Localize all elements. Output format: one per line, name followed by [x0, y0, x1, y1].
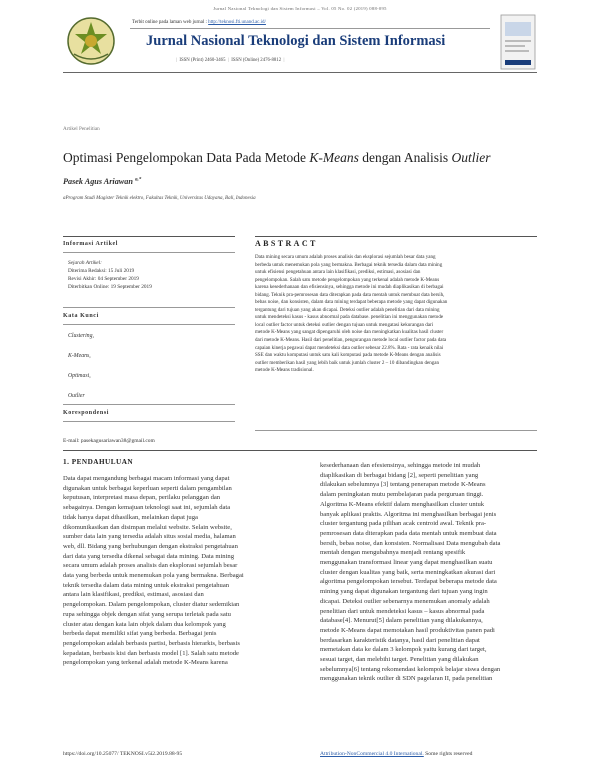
- journal-url-link[interactable]: http://teknosi.fti.unand.ac.id/: [208, 20, 266, 25]
- body-column-left: [63, 474, 275, 668]
- keywords-heading: Kata Kunci: [63, 313, 99, 319]
- body-left-line: rupa sehingga objek dengan sifat yang serupa terletak pada satu: [63, 610, 231, 618]
- body-right-line: kesederhanaan dan efesiensinya, sehingga metode ini mudah: [320, 462, 481, 469]
- info-rule: [63, 252, 235, 253]
- body-right-line: banyak aplikasi praktis. Algoritma ini menghasilkan berbagai jenis: [320, 510, 497, 518]
- body-right-line: database[4]. Menurut[5] dalam penelitian yang dilakukannya,: [320, 617, 483, 625]
- body-right-line: memetakan data ke dalam 3 kelompok yaitu kurang dari target,: [320, 646, 487, 654]
- body-right-line: dicapai. Deteksi outlier sebenarnya menemukan anomaly adalah: [320, 597, 490, 605]
- keywords-rule: [63, 324, 235, 325]
- abstract-line: capaian kinerja pegawai dapat mendeteksi data outlier sebesar 22.8%. Rata - rata kenaik nilai: [255, 344, 444, 351]
- keyword-4: Outlier: [68, 393, 85, 399]
- abstract-line: berbeda untuk menemukan pola yang bermakna. Berbagai teknik tersedia dalam data mining: [255, 261, 443, 268]
- keywords-top-rule: [63, 307, 235, 308]
- body-right-line: sebelumnya[6] tentang rekomendasi kelompok belajar siswa dengan: [320, 665, 501, 673]
- abstract-heading: ABSTRACT: [255, 239, 318, 248]
- body-left-line: tidak hanya dapat dihasilkan, melainkan dapat juga: [63, 513, 198, 521]
- history-published: Diterbitkan Online: 19 September 2019: [68, 284, 152, 290]
- body-right-line: mentah dengan mengubahnya menjadi rentang spesifik: [320, 549, 466, 557]
- body-right-line: metode K-Means dapat memotakan hasil produktivitas panen padi: [320, 626, 495, 634]
- body-left-line: pengelompokan adalah berbasis partisi, berbasis hierarkis, berbasis: [63, 639, 240, 647]
- body-right-line: cluster dengan kualitas yang baik, serta meningkatkan akurasi dari: [320, 568, 496, 576]
- body-right-line: berdasarkan karakteristik datanya, hasil dari penelitian dapat: [320, 636, 480, 644]
- author-name: [63, 177, 141, 186]
- abstract-line: local outlier factor untuk deteksi outlier dengan tujuan untuk mengatasi kekurangan dari: [255, 321, 434, 328]
- body-right-line: penelitian dari untuk mendeteksi kasus – kasus abnormal pada: [320, 607, 485, 615]
- body-left-line: secara umum adalah proses analisis dan eksplorasi sejumlah besar: [63, 562, 238, 570]
- keyword-2: K-Means,: [68, 353, 91, 359]
- article-title: [63, 150, 490, 166]
- license-link[interactable]: Attribution-NonCommercial 4.0 International.: [320, 751, 424, 757]
- keyword-1: Clustering,: [68, 333, 94, 339]
- body-right-line: dalam peningkatan mutu pembelajaran pada perguruan tinggi.: [320, 491, 484, 499]
- body-right-line: sesuai target, dan melebihi target. Penelitian yang dilakukan: [320, 656, 479, 664]
- abstract-line: pengelompokan. Salah satu metode pengelompokan yang terkenal adalah metode K-Means: [255, 276, 440, 283]
- issn-line: | ISSN (Print) 2460-3465 | ISSN (Online) 2476-8812 |: [176, 58, 285, 63]
- keyword-3: Optimasi,: [68, 373, 91, 379]
- body-right-line: Algoritma K-Means efektif dalam menghasilkan cluster untuk: [320, 500, 485, 508]
- body-left-line: pengelompokan. Dalam pengelompokan, cluster diatur sedemikian: [63, 601, 240, 609]
- issn-print: ISSN (Print) 2460-3465: [179, 58, 226, 63]
- frontmatter-bottom-rule: [63, 450, 537, 451]
- history-received: Diterima Redaksi: 15 Juli 2019: [68, 268, 135, 274]
- body-right-line: menggunakan teknik outlier di SDN pagelaran II, pada penelitian: [320, 675, 493, 683]
- abstract-line: SSE dan waktu komputasi untuk satu kali komputasi pada metode K-Means dengan analisis: [255, 352, 441, 359]
- abstract-line: metode K-Means yang sangat dipengaruhi oleh noise dan meningkatkan kualitas hasil cluster: [255, 329, 444, 336]
- article-category: Artikel Penelitian: [63, 126, 100, 132]
- body-left-line: sumber data lain yang tersedia adalah situs sosial media, halaman: [63, 533, 236, 541]
- header-rule: [130, 28, 490, 29]
- body-right-line: diaplikasikan di berbagai bidang [2], seperti penelitian yang: [320, 471, 479, 479]
- body-right-line: cluster tergantung pada pilihan acak centroid awal. Teknik pra-: [320, 520, 487, 528]
- footer-doi: https://doi.org/10.25077/ TEKNOSI.v5i2.2019.88-95: [63, 751, 183, 757]
- open-access-line: [132, 20, 266, 25]
- footer-rights: Some rights reserved: [423, 751, 473, 757]
- title-italic2: Outlier: [451, 150, 491, 165]
- body-right-line: pemrosesan data diterapkan pada data mentah untuk membuat data: [320, 529, 497, 537]
- correspondence-heading: Korespondensi: [63, 410, 110, 416]
- correspondence-top-rule: [63, 404, 235, 405]
- abstract-line: bebas noise, dan konsisten, dalam data mining terdapat beberapa metode yang dapat digunakan: [255, 299, 448, 306]
- body-left-line: teknik tersedia dalam data mining untuk ekstraksi pengetahuan: [63, 581, 230, 589]
- open-access-prefix: Terbit online pada laman web jurnal :: [132, 20, 209, 25]
- abstract-line: dari metode K-Means. Hasil dari penelitian, pengurangan metode local outlier factor pada data: [255, 337, 447, 344]
- body-right-line: mining yang dapat digunakan tergantung dari tujuan yang ingin: [320, 588, 488, 596]
- body-left-line: web, dll. Bidang yang berhubungan dengan ekstraksi pengetahuan: [63, 542, 238, 550]
- abstract-body: [255, 254, 535, 375]
- body-right-line: dilakukan sebelumnya [3] tentang penerapan metode K-Means: [320, 481, 486, 489]
- abstract-line: metode K-Means tradisional.: [255, 367, 314, 374]
- affiliation: aProgram Studi Magister Teknik elektro, Fakultas Teknik, Universitas Udayana, Bali, Indonesia: [63, 196, 256, 201]
- info-top-rule: [63, 236, 235, 237]
- issn-online: ISSN (Online) 2476-8812: [231, 58, 282, 63]
- body-left-line: berbeda dapat memiliki sifat yang berbeda. Berbagai jenis: [63, 630, 217, 638]
- title-part1: Optimasi Pengelompokan Data Pada Metode: [63, 150, 310, 165]
- author-text: Pasek Agus Ariawan: [63, 177, 133, 186]
- abstract-line: bidang. Teknik pra-pemrosesan data diterapkan pada data mentah untuk membuat data bersih,: [255, 291, 445, 298]
- body-column-right: [320, 461, 532, 684]
- title-part2: dengan Analisis: [358, 150, 452, 165]
- section-heading-pendahuluan: 1. PENDAHULUAN: [63, 458, 134, 466]
- body-left-line: dari data yang tersedia dikenal sebagai data mining. Data mining: [63, 552, 235, 560]
- body-left-line: dikomunikasikan dan disimpan melalui website. Selain website,: [63, 523, 232, 531]
- body-left-line: keputusan, interpretasi masa depan, perilaku pelanggan dan: [63, 494, 221, 502]
- abstract-line: untuk mendeteksi kasus - kasus abnormal pada database. penelitian ini menggunakan metode: [255, 314, 444, 321]
- body-left-line: Data dapat mengandung berbagai macam informasi yang dapat: [63, 475, 230, 482]
- body-left-line: sebagainya. Dengan kemajuan teknologi saat ini, sejumlah data: [63, 504, 231, 512]
- author-sup: a,*: [134, 177, 142, 183]
- running-header: Jurnal Nasional Teknologi dan Sistem Informasi – Vol. 05 No. 02 (2019) 088-095: [213, 6, 387, 11]
- body-left-line: antara lain klasifikasi, prediksi, estimasi, asosiasi dan: [63, 591, 204, 599]
- abstract-line: karena kesederhanaan dan efisiensinya, sehingga metode ini mudah diaplikasikan di berbagai: [255, 284, 444, 291]
- body-left-line: kepadatan, berbasis kisi dan berbasis model [1]. Salah satu metode: [63, 649, 239, 657]
- author-email: E-mail: pasekagusariawan38@gmail.com: [63, 438, 155, 444]
- info-heading: Informasi Artikel: [63, 241, 119, 247]
- body-left-line: pengelompokan yang terkenal adalah metode K-Means karena: [63, 659, 228, 667]
- footer-license-line: [320, 751, 472, 757]
- abstract-line: tergantung dari tujuan yang akan dicapai. Deteksi outlier adalah penelitian dari data mining: [255, 306, 440, 313]
- correspondence-rule: [63, 421, 235, 422]
- body-left-line: cluster atau dengan kata lain objek dalam dua kelompok yang: [63, 620, 226, 628]
- abstract-line: outlier memberikan hasil yang lebih baik untuk jumlah cluster 2 – 10 dibandingkan dengan: [255, 359, 440, 366]
- history-revised: Revisi Akhir: 04 September 2019: [68, 276, 139, 282]
- abstract-line: Data mining secara umum adalah proses analisis dan eksplorasi sejumlah besar data yang: [255, 254, 436, 260]
- body-left-line: digunakan untuk berbagai keperluan seperti dalam pengambilan: [63, 484, 232, 492]
- history-label: Sejarah Artikel:: [68, 260, 102, 266]
- abstract-line: untuk efisiensi pengetahuan antara lain klasifikasi, prediksi, estimasi, asosiasi dan: [255, 269, 421, 276]
- body-right-line: bersih, bebas noise, dan konsisten. Normalisasi Data mengubah data: [320, 539, 501, 547]
- body-left-line: data yang berbeda untuk menemukan pola yang bermakna. Berbagai: [63, 572, 244, 580]
- journal-cover-icon: [500, 14, 536, 70]
- abstract-top-rule: [255, 236, 537, 237]
- abstract-bottom-rule: [255, 430, 537, 431]
- body-right-line: algoritma pengelompokan tersebut. Terdapat beberapa metode data: [320, 578, 497, 586]
- university-logo: [66, 16, 116, 66]
- title-italic: K-Means: [309, 150, 359, 165]
- journal-title: Jurnal Nasional Teknologi dan Sistem Informasi: [146, 33, 446, 49]
- masthead-rule: [63, 72, 537, 73]
- body-right-line: menggunakan transformasi linear yang dapat menghasilkan suatu: [320, 559, 493, 567]
